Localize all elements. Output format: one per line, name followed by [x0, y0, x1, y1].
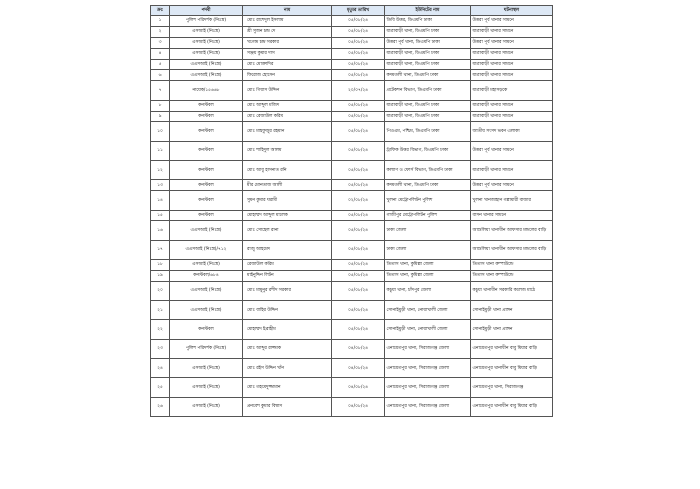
unit-cell: তিতাস থানা, কুমিল্লা জেলা [385, 259, 471, 270]
serial-cell: ১৬ [151, 221, 170, 240]
date-cell: ০৪/০৮/২৪ [332, 339, 385, 358]
serial-cell: ২১ [151, 301, 170, 320]
unit-cell: ট্রাফিক উত্তর বিভাগ, ডিএমপি ঢাকা [385, 141, 471, 160]
place-cell: যাত্রাবাড়ী থানার সামনে [471, 161, 553, 180]
table-row [151, 26, 553, 37]
rank-cell: এএসআই (নিঃস্ত্র) [170, 301, 243, 320]
name-cell: মোহাম্মদ আব্দুল মালেক [243, 210, 332, 221]
unit-cell: কল্যাণ ও ফোর্স বিভাগ, ডিএমপি ঢাকা [385, 161, 471, 180]
table-row [151, 281, 553, 300]
serial-cell: ৬ [151, 70, 170, 81]
unit-cell: খুলনা মেট্রোপলিটন পুলিশ [385, 191, 471, 210]
table-row [151, 358, 553, 377]
name-cell: ফিরোজ হোসেন [243, 70, 332, 81]
unit-cell: যাত্রাবাড়ী থানা, ডিএমপি ঢাকা [385, 59, 471, 70]
serial-cell: ১৭ [151, 240, 170, 259]
serial-cell: ২৩ [151, 339, 170, 358]
rank-cell: কনস্টবল [170, 191, 243, 210]
table-header-row [151, 6, 553, 16]
table-row [151, 210, 553, 221]
name-cell: রাজু আহমেদ [243, 240, 332, 259]
name-cell: মোঃ রাশেদুল ইসলাম [243, 16, 332, 27]
place-cell: বাসন থানার সামনে [471, 210, 553, 221]
serial-cell: ১০ [151, 122, 170, 141]
table-row [151, 81, 553, 100]
place-cell: তিতাস থানা কম্পাউন্ডে [471, 270, 553, 281]
table-row [151, 378, 553, 397]
unit-cell: যাত্রাবাড়ী থানা, ডিএমপি ঢাকা [385, 100, 471, 111]
unit-cell: যাত্রাবাড়ী থানা, ডিএমপি ঢাকা [385, 26, 471, 37]
place-cell: তিতাস থানা কম্পাউন্ডে [471, 259, 553, 270]
serial-cell: ২৫ [151, 378, 170, 397]
place-cell: যাত্রাবাড়ী থানার সামনে [471, 48, 553, 59]
name-cell: মোঃ সোহেল রানা [243, 221, 332, 240]
rank-cell: এসআই (নিঃস্ত্র) [170, 37, 243, 48]
serial-cell: ২৪ [151, 358, 170, 377]
name-cell: মোঃ শাহিদুল আলম [243, 141, 332, 160]
table-row [151, 122, 553, 141]
unit-cell: ঢাকা জেলা [385, 240, 471, 259]
place-cell: এনায়েতপুর থানাধীন বাবু মিয়ার বাড়ি [471, 339, 553, 358]
rank-cell: কনস্টবল/৬৮৪ [170, 270, 243, 281]
rank-cell: কনস্টবল [170, 161, 243, 180]
serial-cell: ২ [151, 26, 170, 37]
serial-cell: ৮ [151, 100, 170, 111]
date-cell: ০৫/০৮/২৪ [332, 141, 385, 160]
name-cell: প্রনবেশ কুমার বিশ্বাস [243, 397, 332, 416]
casualty-table [150, 5, 553, 417]
serial-cell: ২২ [151, 320, 170, 339]
table-row [151, 221, 553, 240]
rank-cell: কনস্টবল [170, 320, 243, 339]
unit-cell: সোনাইমুড়ী থানা, নোয়াখালী জেলা [385, 320, 471, 339]
rank-cell: এসআই (নিঃস্ত্র) [170, 358, 243, 377]
serial-cell: ২৬ [151, 397, 170, 416]
name-cell: মোঃ মাহফুজুর রহমান [243, 122, 332, 141]
table-row [151, 320, 553, 339]
rank-cell: এএসআই (নিঃস্ত্র) [170, 221, 243, 240]
date-cell: ০৫/০৮/২৪ [332, 240, 385, 259]
table-row [151, 100, 553, 111]
unit-cell: এনায়েতপুর থানা, সিরাজগঞ্জ জেলা [385, 339, 471, 358]
date-cell: ০৫/০৮/২৪ [332, 301, 385, 320]
serial-cell: ১৯ [151, 270, 170, 281]
serial-cell: ৯ [151, 111, 170, 122]
place-cell: উত্তরা পূর্ব থানার সামনে [471, 180, 553, 191]
table-row [151, 191, 553, 210]
place-cell: সোনাইমুড়ী থানা প্রাঙ্গন [471, 301, 553, 320]
rank-cell: কনস্টবল [170, 141, 243, 160]
place-cell: যাত্রাবাড়ী থানার সামনে [471, 59, 553, 70]
table-row [151, 259, 553, 270]
date-cell: ০৫/০৮/২৪ [332, 59, 385, 70]
date-cell: ০৫/০৮/২৪ [332, 320, 385, 339]
unit-cell: কদমতলী থানা, ডিএমপি ঢাকা [385, 180, 471, 191]
table-row [151, 48, 553, 59]
place-cell: আশুলিয়া থানাধীন আফসার মন্ডলের বাড়ি [471, 221, 553, 240]
serial-cell: ৭ [151, 81, 170, 100]
place-cell: সোনাইমুড়ী থানা প্রাঙ্গন [471, 320, 553, 339]
place-cell: যাত্রাবাড়ী মহাসড়কে [471, 81, 553, 100]
serial-cell: ১৪ [151, 191, 170, 210]
name-cell: মোহাম্মদ ইব্রাহীম [243, 320, 332, 339]
serial-cell: ১২ [151, 161, 170, 180]
document-sheet [150, 5, 552, 417]
rank-cell: কনস্টবল [170, 210, 243, 221]
unit-cell: ডিবি উত্তর, ডিএমপি ঢাকা [385, 16, 471, 27]
place-cell: এনায়েতপুর থানা, সিরাজগঞ্জ [471, 378, 553, 397]
serial-cell: ১৮ [151, 259, 170, 270]
table-row [151, 59, 553, 70]
date-cell: ২০/০৭/২৪ [332, 81, 385, 100]
table-row [151, 301, 553, 320]
unit-cell: প্রটেকশন বিভাগ, ডিএমপি ঢাকা [385, 81, 471, 100]
rank-cell: পুলিশ পরিদর্শক (নিঃস্ত্র) [170, 16, 243, 27]
date-cell: ০৪/০৮/২৪ [332, 378, 385, 397]
unit-cell: পিওএম, পশ্চিম, ডিএমপি ঢাকা [385, 122, 471, 141]
place-cell: আশুলিয়া থানাধীন আফসার মন্ডলের বাড়ি [471, 240, 553, 259]
rank-cell: এসআই (নিঃস্ত্র) [170, 26, 243, 37]
unit-cell: তিতাস থানা, কুমিল্লা জেলা [385, 270, 471, 281]
place-cell: কচুয়া থানাধীন সরকারি কলেজ মাঠে [471, 281, 553, 300]
table-body [151, 16, 553, 417]
place-cell: এনায়েতপুর থানাধীন বাবু মিয়ার বাড়ি [471, 358, 553, 377]
header-place: ঘটনাস্থল [471, 6, 553, 16]
serial-cell: ৫ [151, 59, 170, 70]
unit-cell: কচুয়া থানা, চাঁদপুর জেলা [385, 281, 471, 300]
date-cell: ০৪/০৮/২৪ [332, 397, 385, 416]
rank-cell: এসআই (নিঃস্ত্র) [170, 48, 243, 59]
date-cell: ০৫/০৮/২৪ [332, 100, 385, 111]
table-row [151, 161, 553, 180]
serial-cell: ২০ [151, 281, 170, 300]
date-cell: ০৫/০৮/২৪ [332, 111, 385, 122]
name-cell: মাইনুদ্দিন লিটন [243, 270, 332, 281]
table-row [151, 397, 553, 416]
table-row [151, 339, 553, 358]
date-cell: ০৫/০৮/২৪ [332, 270, 385, 281]
date-cell: ০৫/০৮/২৪ [332, 37, 385, 48]
name-cell: মোঃ রইস উদ্দিন খাঁন [243, 358, 332, 377]
name-cell: খগেন্দ্র চন্দ্র সরকার [243, 37, 332, 48]
serial-cell: ৩ [151, 37, 170, 48]
serial-cell: ১৫ [151, 210, 170, 221]
name-cell: রেজাউল করিম [243, 259, 332, 270]
name-cell: মোঃ তহমেদুজ্জামান [243, 378, 332, 397]
table-row [151, 16, 553, 27]
date-cell: ০৫/০৮/২৪ [332, 221, 385, 240]
date-cell: ০৫/০৮/২৪ [332, 16, 385, 27]
rank-cell: এএসআই (নিঃস্ত্র)/৭১২ [170, 240, 243, 259]
name-cell: মোঃ বাহির উদ্দিন [243, 301, 332, 320]
name-cell: সুমন কুমার ঘরামী [243, 191, 332, 210]
unit-cell: এনায়েতপুর থানা, সিরাজগঞ্জ জেলা [385, 358, 471, 377]
unit-cell: যাত্রাবাড়ী থানা, ডিএমপি ঢাকা [385, 111, 471, 122]
rank-cell: কনস্টবল [170, 180, 243, 191]
rank-cell: এসআই (নিঃস্ত্র) [170, 378, 243, 397]
name-cell: সঞ্জয় কুমার দাস [243, 48, 332, 59]
serial-cell: ১১ [151, 141, 170, 160]
place-cell: উত্তরা পূর্ব থানার সামনে [471, 141, 553, 160]
table-row [151, 37, 553, 48]
unit-cell: এনায়েতপুর থানা, সিরাজগঞ্জ জেলা [385, 378, 471, 397]
rank-cell: এএসআই (নিঃস্ত্র) [170, 59, 243, 70]
name-cell: মোঃ আবু হাসনাত রনি [243, 161, 332, 180]
serial-cell: ৪ [151, 48, 170, 59]
name-cell: মোঃ আব্দুর রাজ্জাক [243, 339, 332, 358]
header-rank: পদবী [170, 6, 243, 16]
rank-cell: এসআই (নিঃস্ত্র) [170, 259, 243, 270]
header-serial: ক্রঃ [151, 6, 170, 16]
unit-cell: কদমতলী থানা, ডিএমপি ঢাকা [385, 70, 471, 81]
name-cell: মোঃ আব্দুল মজিদ [243, 100, 332, 111]
unit-cell: উত্তরা পূর্ব থানা, ডিএমপি ঢাকা [385, 37, 471, 48]
rank-cell: এএসআই (নিঃস্ত্র) [170, 281, 243, 300]
date-cell: ০৫/০৮/২৪ [332, 26, 385, 37]
unit-cell: এনায়েতপুর থানা, সিরাজগঞ্জ জেলা [385, 397, 471, 416]
table-row [151, 180, 553, 191]
unit-cell: গাজীপুর মেট্রোপলিটন পুলিশ [385, 210, 471, 221]
unit-cell: ঢাকা জেলা [385, 221, 471, 240]
place-cell: যাত্রাবাড়ী থানার সামনে [471, 111, 553, 122]
table-row [151, 111, 553, 122]
header-unit: ইউনিটের নাম [385, 6, 471, 16]
rank-cell: কনস্টবল [170, 122, 243, 141]
rank-cell: নায়েক/১৫৬৬৮ [170, 81, 243, 100]
rank-cell: পুলিশ পরিদর্শক (নিঃস্ত্র) [170, 339, 243, 358]
name-cell: মোঃ রেজাউল করিম [243, 111, 332, 122]
date-cell: ০৫/০৮/২৪ [332, 122, 385, 141]
unit-cell: যাত্রাবাড়ী থানা, ডিএমপি ঢাকা [385, 48, 471, 59]
serial-cell: ১৩ [151, 180, 170, 191]
date-cell: ০৫/০৮/২৪ [332, 259, 385, 270]
rank-cell: কনস্টবল [170, 111, 243, 122]
place-cell: উত্তরা পূর্ব থানার সামনে [471, 37, 553, 48]
place-cell: এনায়েতপুর থানাধীন বাবু মিয়ার বাড়ি [471, 397, 553, 416]
place-cell: খুলনা খানজাহান গল্লামারী বাজার [471, 191, 553, 210]
name-cell: মোঃ গিয়াস উদ্দিন [243, 81, 332, 100]
date-cell: ০৫/০৮/২৪ [332, 281, 385, 300]
place-cell: যাত্রাবাড়ী থানার সামনে [471, 26, 553, 37]
date-cell: ০৪/০৮/২৪ [332, 358, 385, 377]
date-cell: ০৫/০৮/২৪ [332, 161, 385, 180]
table-row [151, 70, 553, 81]
date-cell: ০৫/০৮/২৪ [332, 180, 385, 191]
place-cell: যাত্রাবাড়ী থানার সামনে [471, 70, 553, 81]
header-date: মৃত্যুর তারিখ [332, 6, 385, 16]
rank-cell: এএসআই (নিঃস্ত্র) [170, 70, 243, 81]
date-cell: ০৫/০৮/২৪ [332, 48, 385, 59]
serial-cell: ১ [151, 16, 170, 27]
rank-cell: কনস্টবল [170, 100, 243, 111]
table-row [151, 270, 553, 281]
header-name: নাম [243, 6, 332, 16]
name-cell: শ্রী সুজন চন্দ্র দে [243, 26, 332, 37]
date-cell: ০৫/০৮/২৪ [332, 210, 385, 221]
name-cell: মোঃ মোক্তাদির [243, 59, 332, 70]
date-cell: ০৫/০৮/২৪ [332, 70, 385, 81]
place-cell: যাত্রাবাড়ী থানার সামনে [471, 100, 553, 111]
table-row [151, 240, 553, 259]
place-cell: জাতীয় সংসদ ভবন এলাকা [471, 122, 553, 141]
name-cell: মোঃ মামুনুর রশীদ সরকার [243, 281, 332, 300]
place-cell: উত্তরা পূর্ব থানার সামনে [471, 16, 553, 27]
rank-cell: এসআই (নিঃস্ত্র) [170, 397, 243, 416]
date-cell: ০২/০৮/২৪ [332, 191, 385, 210]
table-row [151, 141, 553, 160]
name-cell: মীর মোনতাজ আলী [243, 180, 332, 191]
unit-cell: সোনাইমুড়ী থানা, নোয়াখালী জেলা [385, 301, 471, 320]
